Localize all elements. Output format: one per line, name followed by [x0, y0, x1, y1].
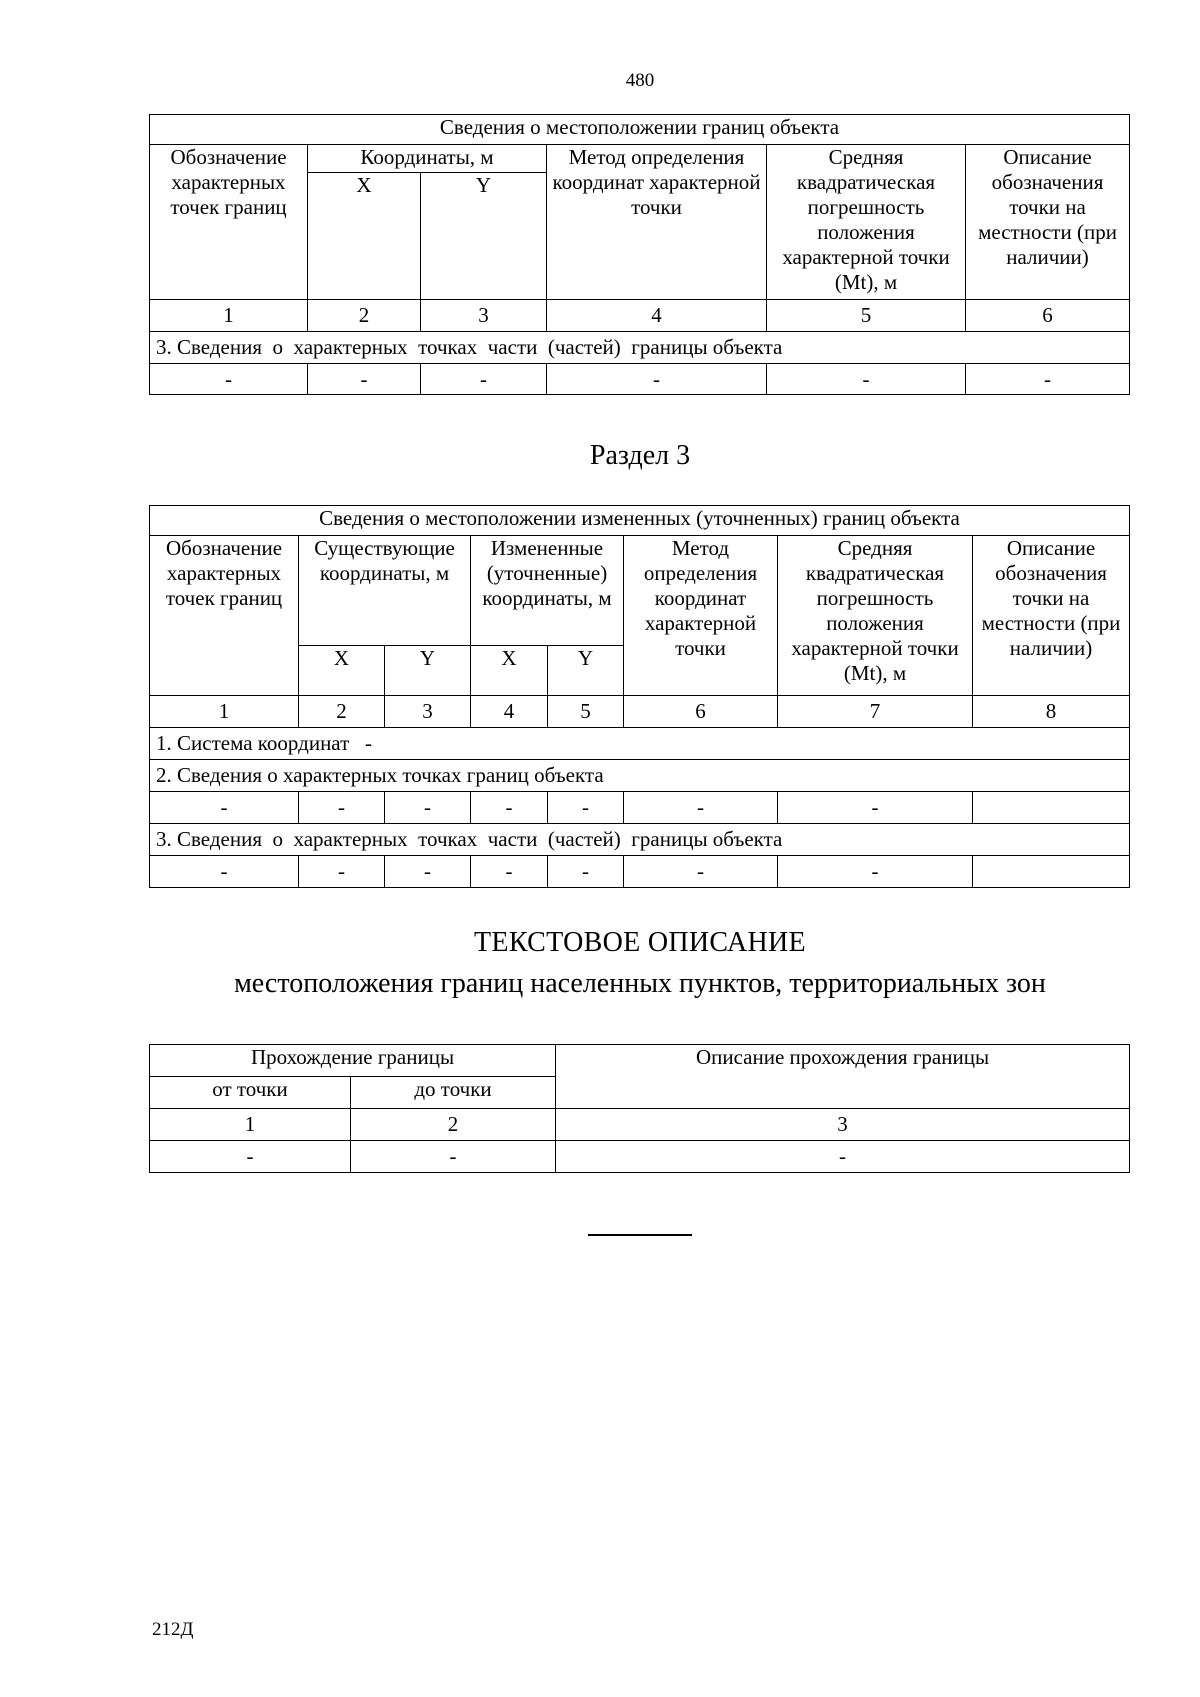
table-cell: - [308, 364, 421, 395]
header-error: Средняя квадратическая погрешность положения характерной точки (Mt), м [778, 536, 973, 696]
column-number: 3 [421, 300, 547, 332]
boundary-passage-table [149, 1044, 1130, 1173]
header-existing-coordinates: Существующие координаты, м [299, 536, 471, 646]
text-description-title: ТЕКСТОВОЕ ОПИСАНИЕ [474, 927, 806, 958]
section-row: 3. Сведения о характерных точках части (частей) границы объекта [150, 332, 1130, 364]
end-rule [588, 1234, 692, 1236]
header-changed-coordinates: Измененные (уточненные) координаты, м [471, 536, 624, 646]
table-cell [973, 792, 1130, 824]
header-passage: Прохождение границы [150, 1045, 556, 1077]
header-passage-description: Описание прохождения границы [556, 1045, 1130, 1109]
text-description-subtitle: местоположения границ населенных пунктов, территориальных зон [234, 968, 1046, 999]
header-method: Метод определения координат характерной точки [547, 145, 767, 300]
table-cell: - [548, 856, 624, 888]
table-caption: Сведения о местоположении измененных (уточненных) границ объекта [150, 506, 1130, 536]
footer-code: 212Д [152, 1619, 194, 1640]
column-number: 1 [150, 696, 299, 728]
table-cell: - [624, 792, 778, 824]
page-number: 480 [625, 70, 655, 91]
table-cell: - [471, 792, 548, 824]
header-description: Описание обозначения точки на местности (при наличии) [973, 536, 1130, 696]
table-cell: - [385, 792, 471, 824]
column-number: 5 [767, 300, 966, 332]
table-cell: - [548, 792, 624, 824]
boundary-location-table [149, 114, 1130, 395]
header-y: Y [421, 173, 547, 300]
header-error: Средняя квадратическая погрешность положения характерной точки (Mt), м [767, 145, 966, 300]
section-title: Раздел 3 [589, 440, 691, 471]
table-cell: - [385, 856, 471, 888]
table-cell: - [150, 856, 299, 888]
column-number: 3 [556, 1109, 1130, 1141]
table-cell: - [351, 1141, 556, 1173]
column-number: 8 [973, 696, 1130, 728]
boundary-points-row: 2. Сведения о характерных точках границ объекта [150, 760, 1130, 792]
column-number: 2 [308, 300, 421, 332]
header-description: Описание обозначения точки на местности (при наличии) [966, 145, 1130, 300]
table-cell: - [299, 792, 385, 824]
table-cell [973, 856, 1130, 888]
column-number: 7 [778, 696, 973, 728]
column-number: 5 [548, 696, 624, 728]
table-caption: Сведения о местоположении границ объекта [150, 115, 1130, 145]
header-x: X [299, 646, 385, 696]
header-method: Метод определения координат характерной точки [624, 536, 778, 696]
table-cell: - [150, 792, 299, 824]
table-cell: - [767, 364, 966, 395]
header-y: Y [385, 646, 471, 696]
header-to-point: до точки [351, 1077, 556, 1109]
header-from-point: от точки [150, 1077, 351, 1109]
table-cell: - [150, 1141, 351, 1173]
header-designation: Обозначение характерных точек границ [150, 536, 299, 696]
column-number: 2 [351, 1109, 556, 1141]
table-cell: - [421, 364, 547, 395]
column-number: 1 [150, 1109, 351, 1141]
column-number: 6 [624, 696, 778, 728]
table-cell: - [547, 364, 767, 395]
column-number: 6 [966, 300, 1130, 332]
column-number: 3 [385, 696, 471, 728]
table-cell: - [299, 856, 385, 888]
header-x: X [308, 173, 421, 300]
column-number: 2 [299, 696, 385, 728]
table-cell: - [966, 364, 1130, 395]
table-cell: - [556, 1141, 1130, 1173]
part-points-row: 3. Сведения о характерных точках части (частей) границы объекта [150, 824, 1130, 856]
table-cell: - [471, 856, 548, 888]
header-designation: Обозначение характерных точек границ [150, 145, 308, 300]
table-cell: - [624, 856, 778, 888]
table-cell: - [778, 792, 973, 824]
column-number: 4 [471, 696, 548, 728]
header-coordinates: Координаты, м [308, 145, 547, 173]
column-number: 1 [150, 300, 308, 332]
header-y: Y [548, 646, 624, 696]
table-cell: - [150, 364, 308, 395]
column-number: 4 [547, 300, 767, 332]
table-cell: - [778, 856, 973, 888]
changed-boundary-table [149, 505, 1130, 888]
coordinate-system-row: 1. Система координат - [150, 728, 1130, 760]
header-x: X [471, 646, 548, 696]
